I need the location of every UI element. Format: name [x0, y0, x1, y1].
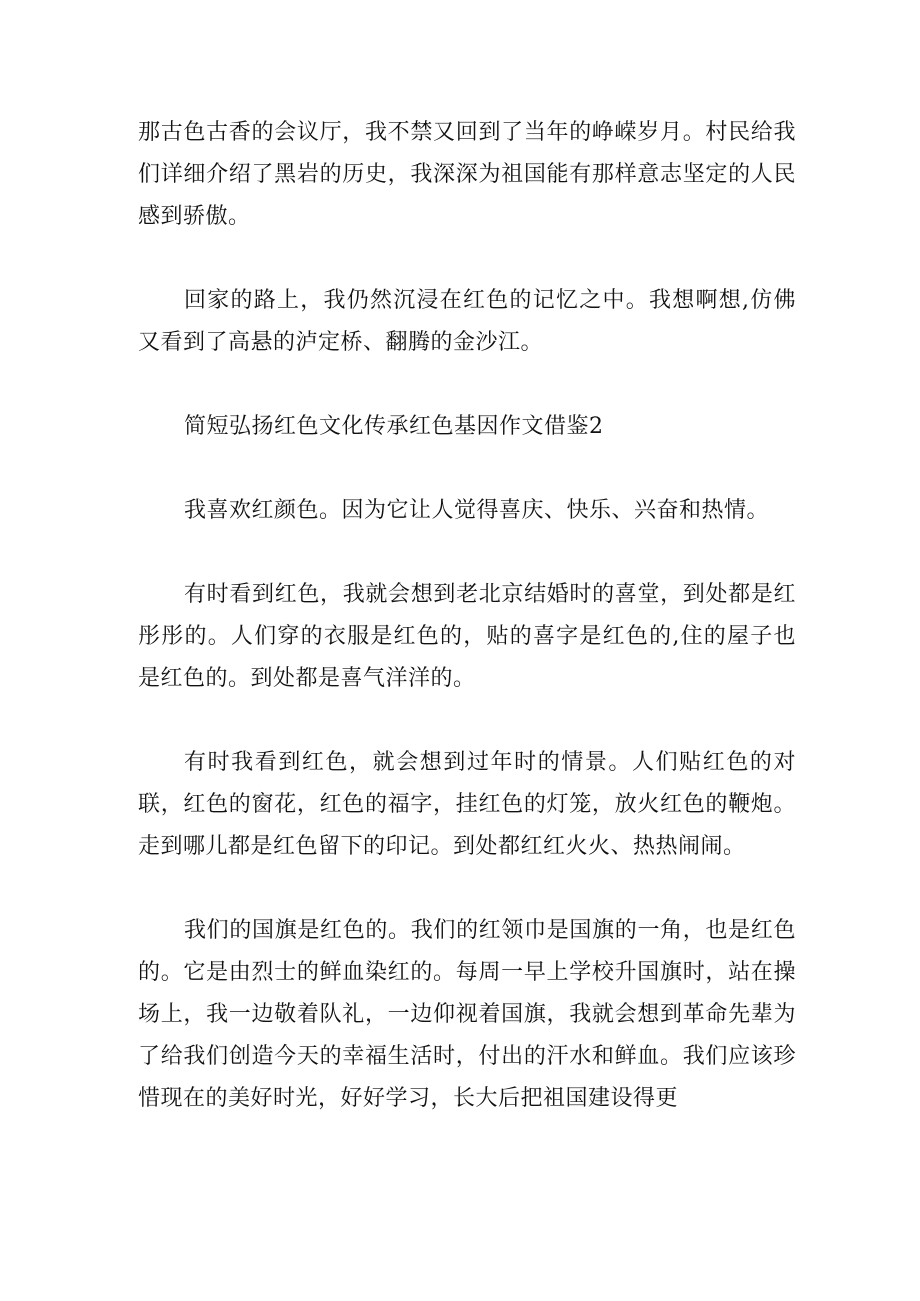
- paragraph-national-flag: 我们的国旗是红色的。我们的红领巾是国旗的一角，也是红色的。它是由烈士的鲜血染红的。每周一早上学校升国旗时，站在操场上，我一边敬着队礼，一边仰视着国旗，我就会想到革命先辈为了给我们创造今天的幸福生活时，付出的汗水和鲜血。我们应该珍惜现在的美好时光，好好学习，长大后把祖国建设得更: [138, 918, 796, 1111]
- paragraph-new-year: 有时我看到红色，就会想到过年时的情景。人们贴红色的对联，红色的窗花，红色的福字，挂红色的灯笼，放火红色的鞭炮。走到哪儿都是红色留下的印记。到处都红红火火、热热闹闹。: [138, 750, 796, 859]
- paragraph-way-home: 回家的路上，我仍然沉浸在红色的记忆之中。我想啊想,仿佛又看到了高悬的泸定桥、翻腾的金沙江。: [138, 288, 796, 355]
- essay-title: 简短弘扬红色文化传承红色基因作文借鉴2: [184, 414, 604, 439]
- paragraph-continuation: 那古色古香的会议厅，我不禁又回到了当年的峥嵘岁月。村民给我们详细介绍了黑岩的历史，我深深为祖国能有那样意志坚定的人民感到骄傲。: [138, 120, 796, 229]
- paragraph-wedding-hall: 有时看到红色，我就会想到老北京结婚时的喜堂，到处都是红彤彤的。人们穿的衣服是红色的，贴的喜字是红色的,住的屋子也是红色的。到处都是喜气洋洋的。: [138, 582, 796, 691]
- document-body: [138, 112, 796, 1162]
- paragraph-like-red: 我喜欢红颜色。因为它让人觉得喜庆、快乐、兴奋和热情。: [184, 498, 770, 523]
